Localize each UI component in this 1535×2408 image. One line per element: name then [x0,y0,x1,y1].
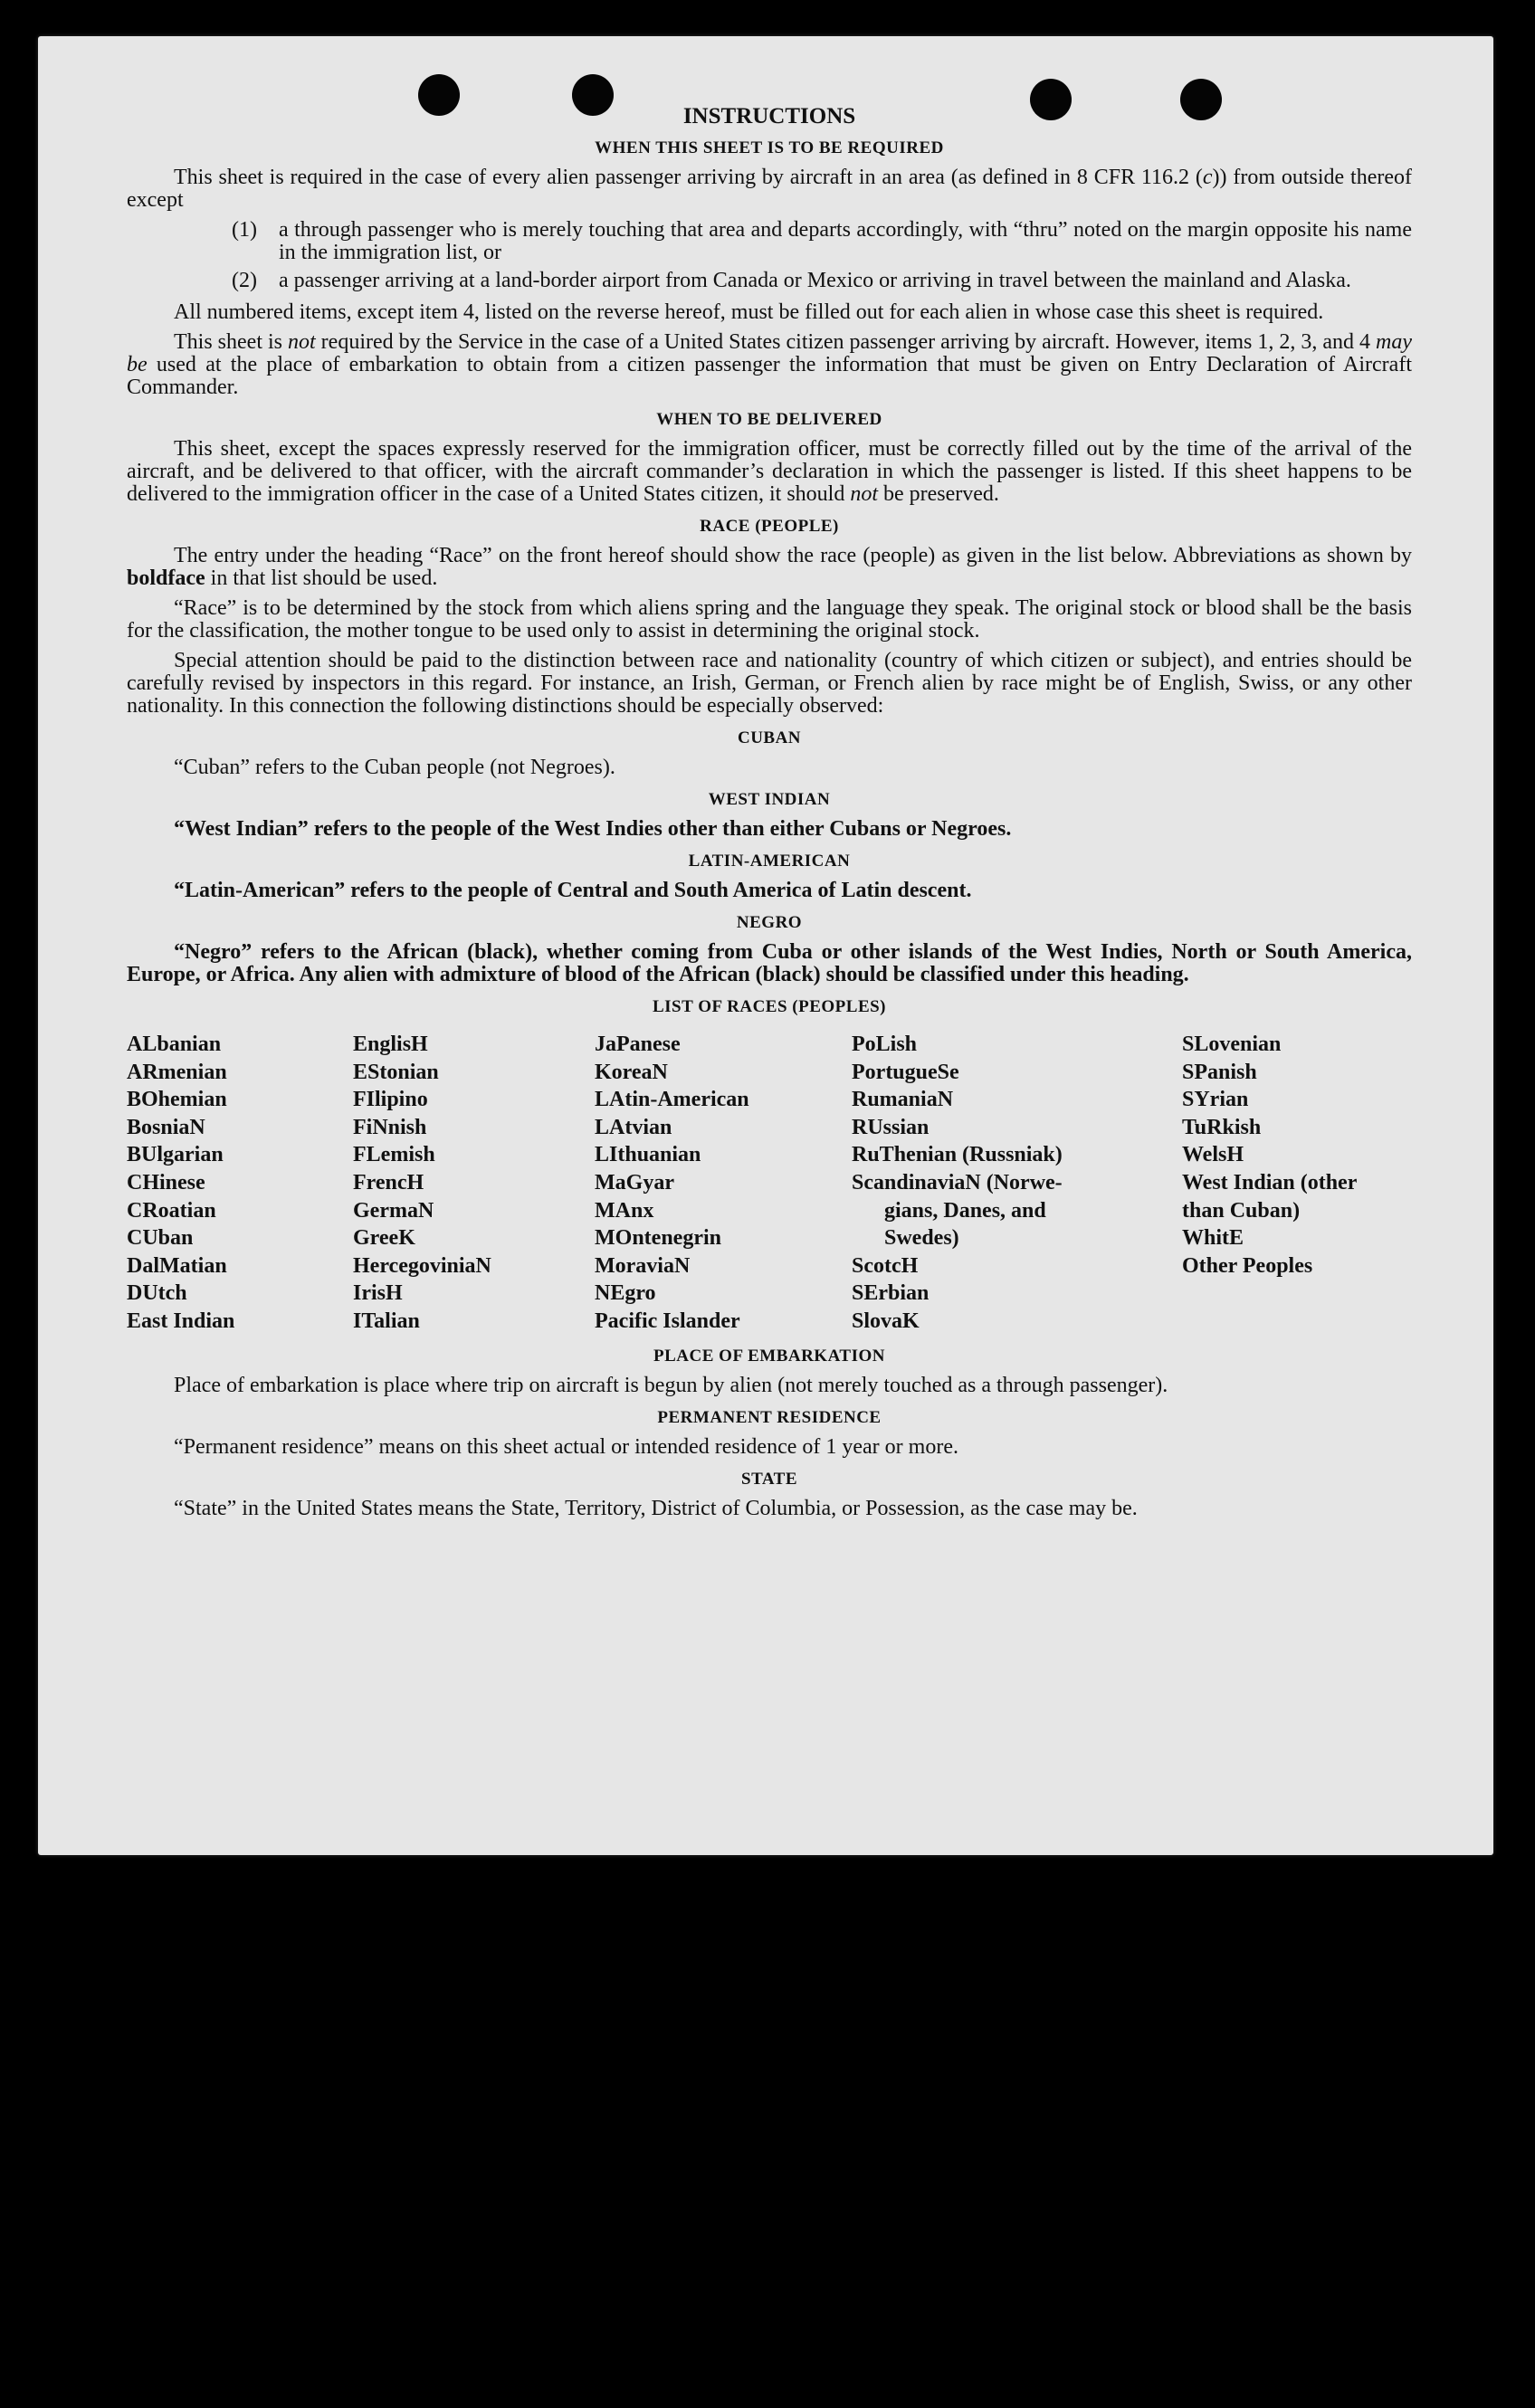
race-entry: EnglisH [353,1033,428,1056]
races-column [1182,1031,1412,1336]
section-heading-when-delivered: WHEN TO BE DELIVERED [656,410,882,429]
race-entry: PoLish [852,1033,918,1056]
section-heading-negro: NEGRO [736,913,803,932]
race-entry: WhitE [1182,1226,1244,1251]
exception-item: (1) a through passenger who is merely touching that area and departs accordingly, with “thru” noted on the margin opposite his name in the immigration list, or [232,218,1412,264]
race-entry: MOntenegrin [595,1226,721,1251]
section-heading-cuban: CUBAN [737,728,802,747]
race-entry: GermaN [353,1198,434,1223]
exception-item: (2) a passenger arriving at a land-border airport from Canada or Mexico or arriving in travel between the mainland and Alaska. [232,269,1351,292]
section-heading-state: STATE [741,1469,797,1489]
race-entry: BUlgarian [127,1143,224,1167]
race-entry: LIthuanian [595,1143,701,1167]
page-title: INSTRUCTIONS [682,104,856,128]
race-entry: TuRkish [1182,1115,1262,1139]
section-heading-when-required: WHEN THIS SHEET IS TO BE REQUIRED [595,138,944,157]
races-table [127,1031,1412,1336]
residence-paragraph: “Permanent residence” means on this sheet actual or intended residence of 1 year or more. [174,1434,958,1459]
race-entry: FIlipino [353,1088,428,1112]
instructions-content [127,101,1412,1528]
race-entry: BosniaN [127,1115,205,1139]
race-entry: ScandinaviaN (Norwe- [852,1170,1063,1194]
race-entry: SErbian [852,1281,930,1306]
race-entry: SYrian [1182,1088,1249,1112]
race-entry: RuThenian (Russniak) [852,1143,1063,1167]
race-entry: gians, Danes, and [884,1198,1046,1223]
race-entry: EStonian [353,1060,439,1084]
race-entry: PortugueSe [852,1060,959,1084]
race-entry: East Indian [127,1309,235,1333]
race-entry: FrencH [353,1170,424,1194]
race-entry: BOhemian [127,1088,227,1112]
required-intro: This sheet is required in the case of every alien passenger arriving by aircraft in an area (as defined in 8 CFR 116.2 (c)) from outside thereof except [127,166,1412,212]
race-entry: ScotcH [852,1253,919,1278]
state-paragraph: “State” in the United States means the State, Territory, District of Columbia, or Possession, as the case may be. [174,1496,1138,1520]
race-entry: RumaniaN [852,1088,954,1112]
race-entry: than Cuban) [1182,1198,1301,1223]
section-heading-race: RACE (PEOPLE) [700,517,839,536]
race-entry: RUssian [852,1115,930,1139]
numbered-items-paragraph: All numbered items, except item 4, listed on the reverse hereof, must be filled out for each alien in whose case this sheet is required. [174,300,1324,324]
citizen-paragraph: This sheet is not required by the Service in the case of a United States citizen passenger arriving by aircraft. However, items 1, 2, 3, and 4 may be used at the place of embarkation to obtain from a citizen passenger the information that must be given on Entry Declaration of Aircraft Commander. [127,330,1412,399]
race-entry: DUtch [127,1281,187,1306]
exceptions-list [127,219,1412,292]
race-entry: LAtin-American [595,1088,749,1112]
race-entry: CRoatian [127,1198,216,1223]
races-column [595,1031,852,1336]
section-heading-embarkation: PLACE OF EMBARKATION [653,1346,885,1366]
race-paragraph-1: The entry under the heading “Race” on the front hereof should show the race (people) as given in the list below. Abbreviations as shown by boldface in that list should be used. [127,544,1412,590]
race-entry: GreeK [353,1226,415,1251]
race-entry: ARmenian [127,1060,227,1084]
race-entry: MAnx [595,1198,654,1223]
embarkation-paragraph: Place of embarkation is place where trip on aircraft is begun by alien (not merely touched as a through passenger). [174,1373,1168,1397]
races-column [127,1031,353,1336]
race-paragraph-2: “Race” is to be determined by the stock from which aliens spring and the language they speak. The original stock or blood shall be the basis for the classification, the mother tongue to be used only to assist in determining the original stock. [127,596,1412,642]
section-heading-races-list: LIST OF RACES (PEOPLES) [652,997,887,1016]
delivered-paragraph: This sheet, except the spaces expressly reserved for the immigration officer, must be correctly filled out by the time of the arrival of the aircraft, and be delivered to that officer, with the aircraft commander’s declaration in which the passenger is listed. If this sheet happens to be delivered to the immigration officer in the case of a United States citizen, it should not be preserved. [127,437,1412,506]
race-entry: Other Peoples [1182,1253,1313,1278]
race-entry: CHinese [127,1170,205,1194]
race-entry: KoreaN [595,1060,668,1084]
race-entry: West Indian (other [1182,1170,1358,1194]
race-entry: ITalian [353,1309,420,1333]
cuban-paragraph: “Cuban” refers to the Cuban people (not Negroes). [174,756,615,779]
race-entry: IrisH [353,1281,403,1306]
section-heading-latin-american: LATIN-AMERICAN [688,852,851,871]
race-entry: FLemish [353,1143,435,1167]
race-entry: Swedes) [884,1226,959,1251]
race-entry: MaGyar [595,1170,674,1194]
negro-paragraph: “Negro” refers to the African (black), whether coming from Cuba or other islands of the West Indies, North or South America, Europe, or Africa. Any alien with admixture of blood of the African (black) should be classified under this heading. [127,940,1412,986]
race-entry: NEgro [595,1281,656,1306]
race-entry: MoraviaN [595,1253,691,1278]
latin-american-paragraph: “Latin-American” refers to the people of Central and South America of Latin descent. [174,879,972,902]
race-entry: JaPanese [595,1033,681,1056]
race-entry: FiNnish [353,1115,427,1139]
section-heading-west-indian: WEST INDIAN [708,790,831,809]
race-entry: SlovaK [852,1309,920,1333]
race-entry: HercegoviniaN [353,1253,491,1278]
race-entry: ALbanian [127,1033,222,1056]
race-entry: SPanish [1182,1060,1257,1084]
race-entry: Pacific Islander [595,1309,740,1333]
race-paragraph-3: Special attention should be paid to the distinction between race and nationality (country of which citizen or subject), and entries should be carefully revised by inspectors in this regard. For instance, an Irish, German, or French alien by race might be of English, Swiss, or any other nationality. In this connection the following distinctions should be especially observed: [127,649,1412,718]
races-column [353,1031,595,1336]
race-entry: SLovenian [1182,1033,1282,1056]
race-entry: WelsH [1182,1143,1244,1167]
races-column [852,1031,1182,1336]
race-entry: LAtvian [595,1115,672,1139]
race-entry: CUban [127,1226,194,1251]
west-indian-paragraph: “West Indian” refers to the people of the West Indies other than either Cubans or Negroes. [174,817,1012,841]
race-entry: DalMatian [127,1253,227,1278]
section-heading-residence: PERMANENT RESIDENCE [657,1407,882,1427]
